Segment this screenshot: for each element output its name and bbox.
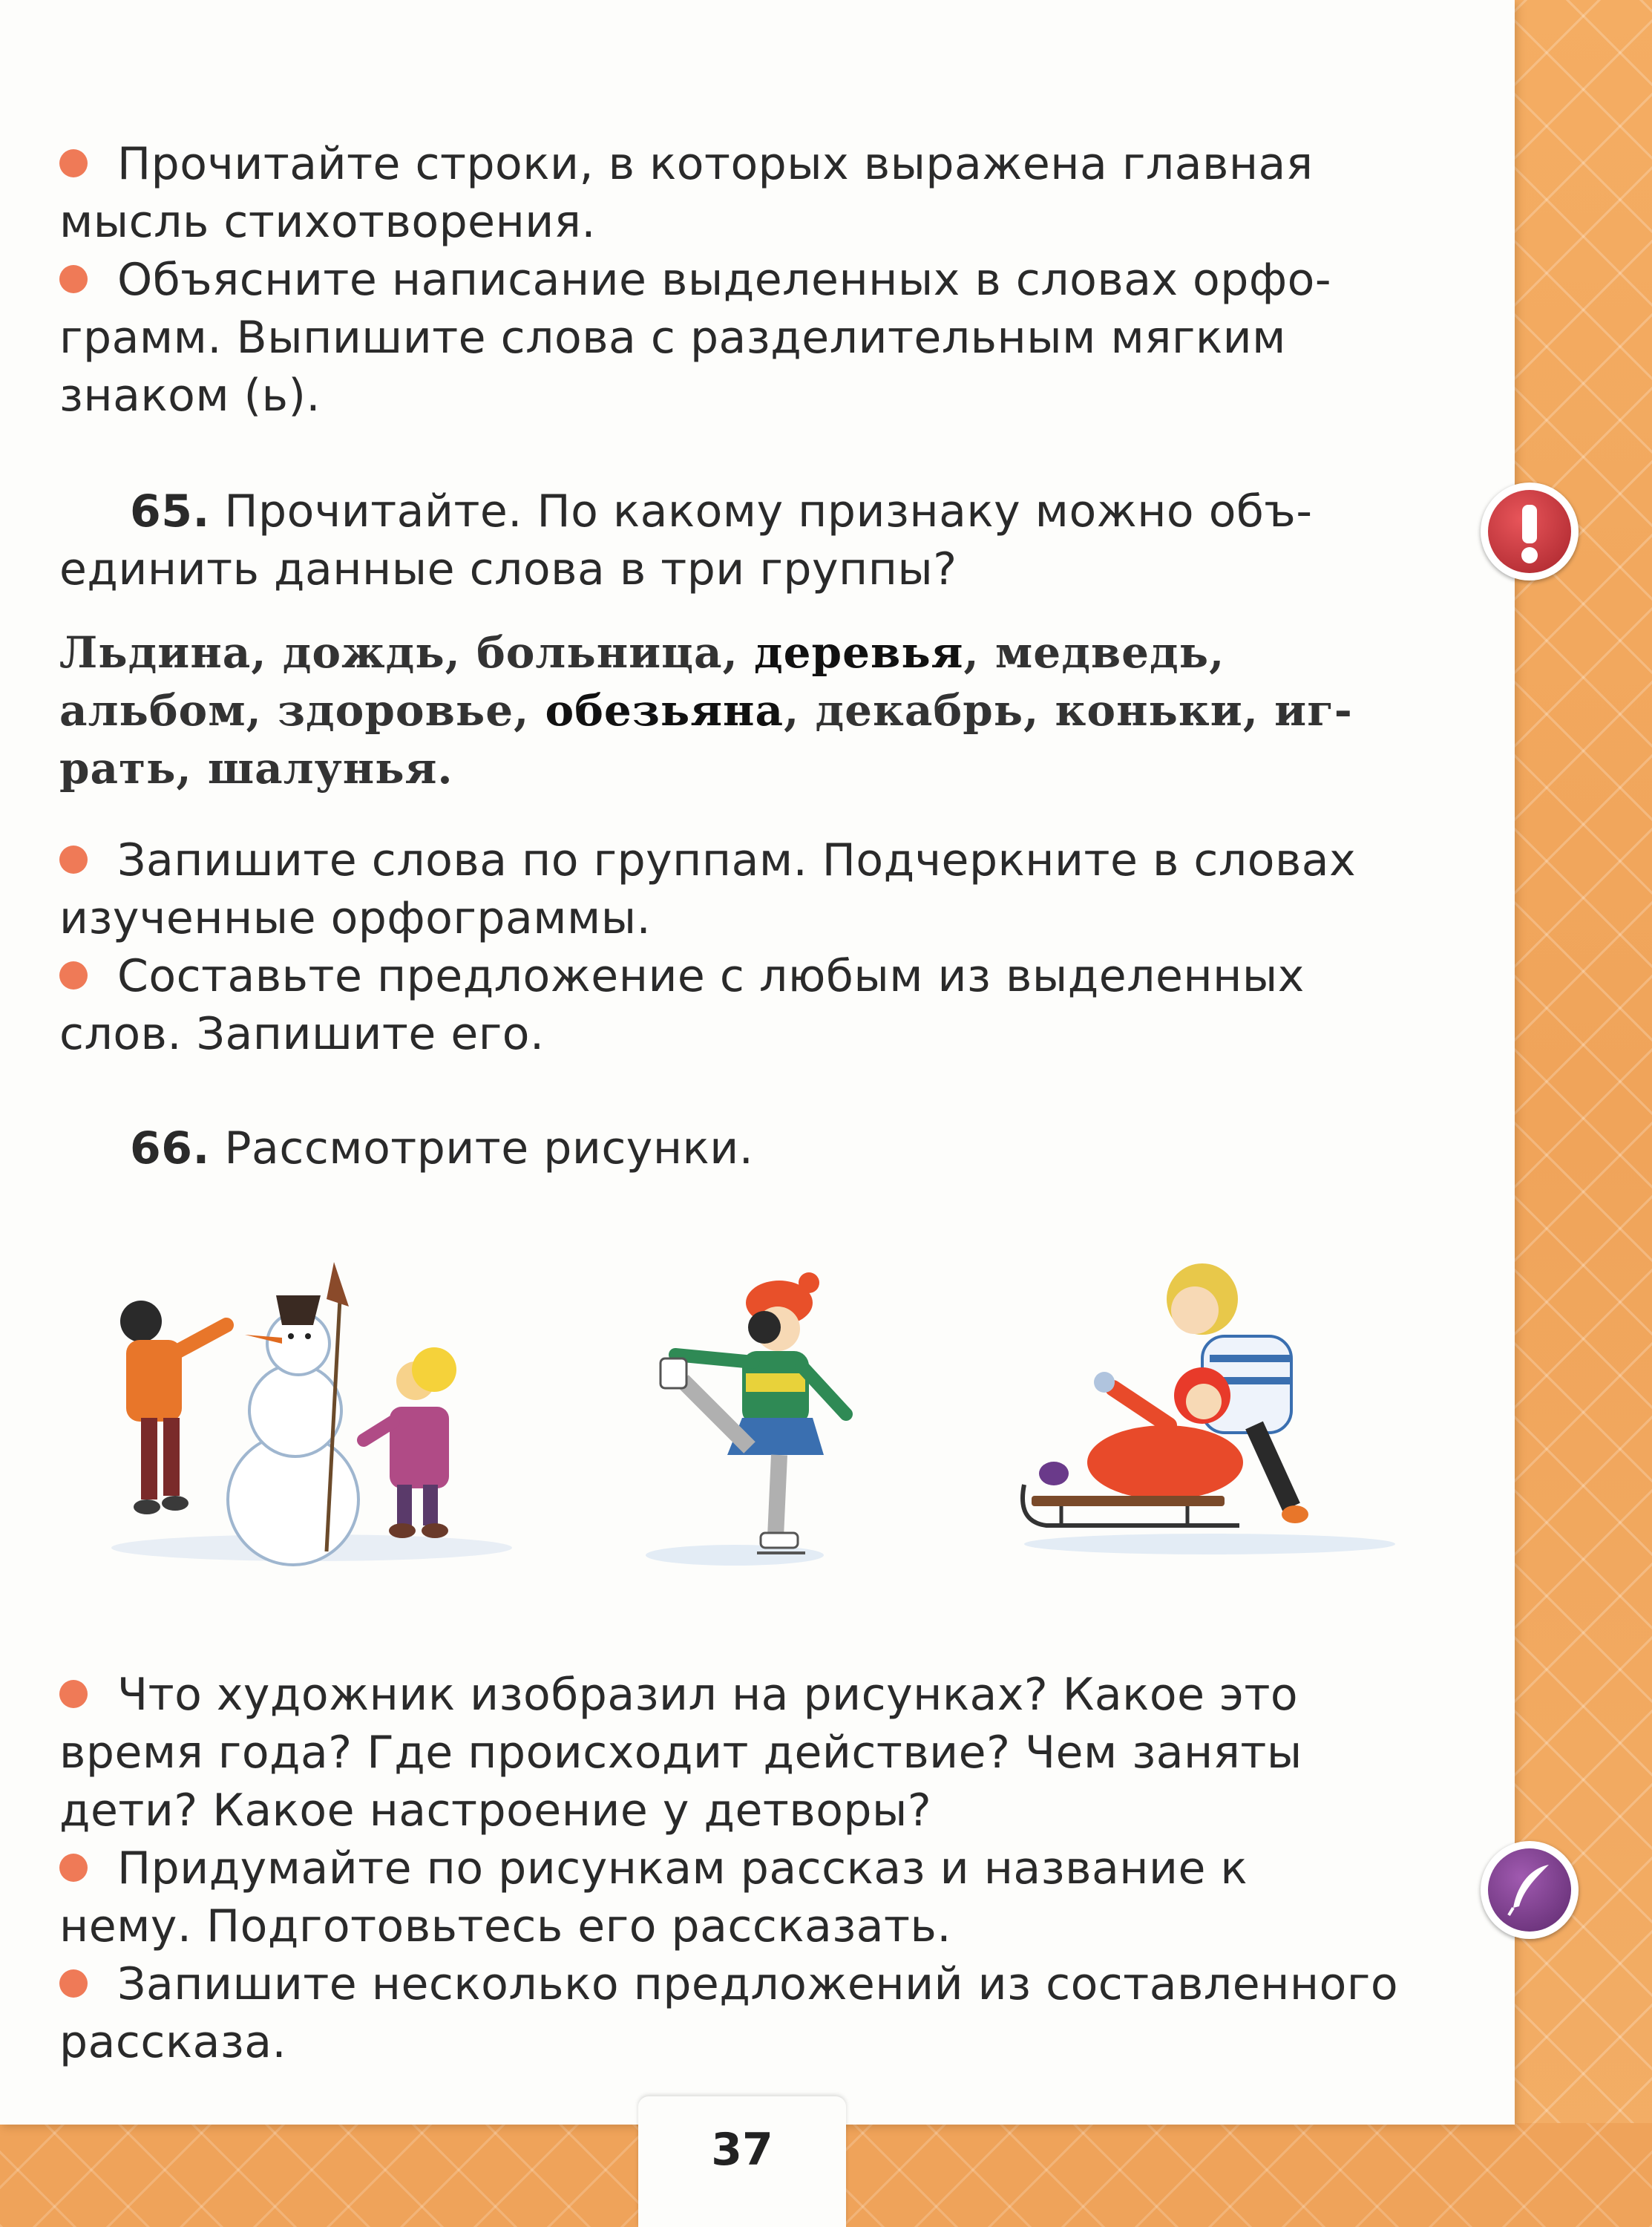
sledding-illustration [1017, 1240, 1403, 1566]
bullet-dot [59, 961, 88, 990]
bullet-dot [59, 846, 88, 874]
bullet-item [59, 831, 1417, 889]
task-text: Прочитайте. По какому признаку можно объ- [224, 485, 1313, 537]
word-list-line [59, 681, 1417, 739]
page-number: 37 [711, 2124, 773, 2176]
task-66-bullets [59, 1666, 1417, 2071]
bullet-text: Запишите слова по группам. Подчеркните в словах [117, 834, 1357, 886]
bullet-item [59, 1666, 1417, 1724]
words: , медведь, [963, 627, 1225, 678]
bullet-text-continued: рассказа. [59, 2016, 287, 2068]
bullet-dot [59, 1969, 88, 1998]
words: альбом, здоровье, [59, 685, 530, 736]
page-number-tab [638, 2096, 846, 2227]
bullet-text-continued: время года? Где происходит действие? Чем заняты [59, 1727, 1302, 1779]
highlighted-word: обезьяна [545, 685, 784, 736]
word-list-line: рать, шалунья. [59, 743, 453, 794]
bullet-text: Что художник изобразил на рисунках? Какое это [117, 1669, 1299, 1721]
exclamation-icon [1481, 483, 1579, 581]
task-number: 65. [130, 485, 210, 537]
bullet-text-continued: знаком (ь). [59, 370, 321, 422]
bullet-dot [59, 1680, 88, 1708]
word-list [59, 624, 1417, 797]
bullet-text: Объясните написание выделенных в словах орфо- [117, 254, 1331, 306]
bullet-item [59, 1955, 1417, 2013]
task-66 [59, 1119, 1417, 1177]
bullet-text-continued: дети? Какое настроение у детворы? [59, 1785, 932, 1837]
task-text-continued: единить данные слова в три группы? [59, 543, 957, 595]
bullet-text-continued: изученные орфограммы. [59, 892, 652, 944]
skater-illustration [631, 1262, 876, 1574]
words: , декабрь, коньки, иг- [784, 685, 1353, 736]
bullet-dot [59, 149, 88, 177]
task-65-bullets [59, 831, 1417, 1063]
task-number: 66. [130, 1122, 210, 1174]
highlighted-word: деревья [754, 627, 964, 678]
bullet-dot [59, 265, 88, 293]
word-list-line [59, 624, 1417, 681]
task-65-heading [59, 483, 1417, 540]
bullet-item [59, 135, 1417, 193]
words: Льдина, дождь, больница, [59, 627, 738, 678]
intro-bullets [59, 135, 1417, 425]
snowman-illustration [104, 1255, 519, 1566]
bullet-dot [59, 1854, 88, 1882]
quill-pen-icon [1481, 1841, 1579, 1939]
bullet-text-continued: мысль стихотворения. [59, 196, 596, 248]
task-text: Рассмотрите рисунки. [224, 1122, 754, 1174]
bullet-item [59, 251, 1417, 309]
bullet-text: Придумайте по рисункам рассказ и название к [117, 1842, 1248, 1894]
bullet-item [59, 947, 1417, 1005]
task-66-heading [59, 1119, 1417, 1177]
bullet-item [59, 1840, 1417, 1897]
bullet-text-continued: нему. Подготовьтесь его рассказать. [59, 1900, 951, 1952]
bullet-text: Прочитайте строки, в которых выражена главная [117, 138, 1314, 190]
bullet-text: Составьте предложение с любым из выделенных [117, 950, 1305, 1002]
task-65 [59, 483, 1417, 598]
bullet-text: Запишите несколько предложений из составленного [117, 1958, 1399, 2010]
bullet-text-continued: грамм. Выпишите слова с разделительным мягким [59, 312, 1286, 364]
bullet-text-continued: слов. Запишите его. [59, 1008, 545, 1060]
